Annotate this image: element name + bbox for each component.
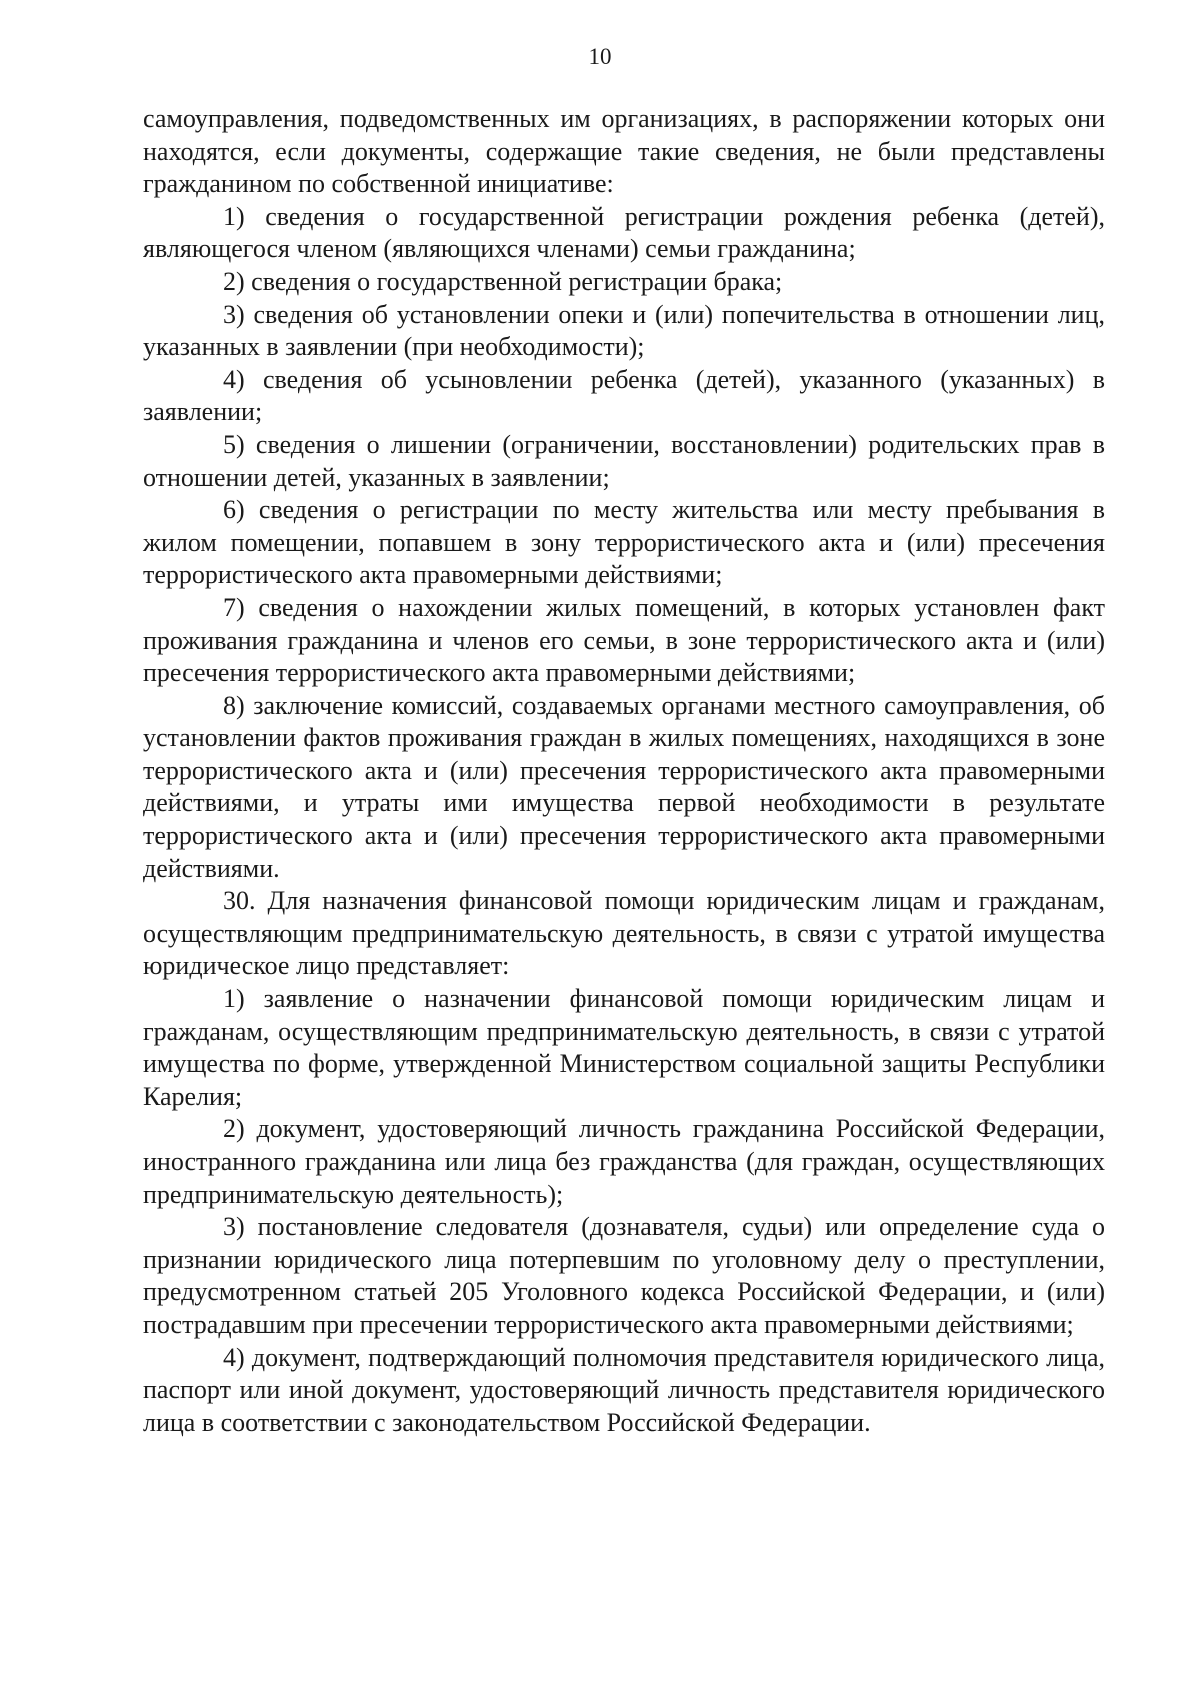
list-item-7: 7) сведения о нахождении жилых помещений, в которых установлен факт проживания гражданина и членов его семьи, в зоне террористического акта и (или) пресечения террористического акта правомерными действиями; — [143, 592, 1105, 688]
section-30-item-4: 4) документ, подтверждающий полномочия представителя юридического лица, паспорт или иной документ, удостоверяющий личность представителя юридического лица в соответствии с законодательством Российской Федерации. — [143, 1342, 1105, 1437]
section-30-paragraph: 30. Для назначения финансовой помощи юридическим лицам и гражданам, осуществляющим предпринимательскую деятельность, в связи с утратой имущества юридическое лицо представляет: — [143, 886, 1105, 981]
section-30-item-1: 1) заявление о назначении финансовой помощи юридическим лицам и гражданам, осуществляющим предпринимательскую деятельность, в связи с утратой имущества по форме, утвержденной Министерством социальной защиты Республики Карелия; — [143, 984, 1105, 1111]
list-item-1: 1) сведения о государственной регистрации рождения ребенка (детей), являющегося членом (являющихся членами) семьи гражданина; — [143, 201, 1105, 264]
section-30-item-2: 2) документ, удостоверяющий личность гражданина Российской Федерации, иностранного гражданина или лица без гражданства (для граждан, осуществляющих предпринимательскую деятельность); — [143, 1114, 1105, 1209]
list-item-6: 6) сведения о регистрации по месту жительства или месту пребывания в жилом помещении, попавшем в зону террористического акта и (или) пресечения террористического акта правомерными действиями; — [143, 495, 1105, 590]
paragraph-continuation: самоуправления, подведомственных им организациях, в распоряжении которых они находятся, если документы, содержащие такие сведения, не были представлены гражданином по собственной инициативе: — [143, 104, 1105, 199]
list-item-5: 5) сведения о лишении (ограничении, восстановлении) родительских прав в отношении детей, указанных в заявлении; — [143, 429, 1105, 492]
list-item-2: 2) сведения о государственной регистрации брака; — [223, 266, 783, 296]
page-number: 10 — [588, 44, 612, 69]
list-item-8: 8) заключение комиссий, создаваемых органами местного самоуправления, об установлении фактов проживания граждан в жилых помещениях, находящихся в зоне террористического акта и (или) пресечения террористического акта правомерными действиями, и утраты ими имущества первой необходимости в результате террористического акта и (или) пресечения террористического акта правомерными действиями. — [143, 690, 1105, 883]
list-item-4: 4) сведения об усыновлении ребенка (детей), указанного (указанных) в заявлении; — [143, 364, 1105, 427]
document-body — [143, 103, 1105, 1439]
list-item-3: 3) сведения об установлении опеки и (или) попечительства в отношении лиц, указанных в заявлении (при необходимости); — [143, 299, 1105, 362]
section-30-item-3: 3) постановление следователя (дознавателя, судьи) или определение суда о признании юридического лица потерпевшим по уголовному делу о преступлении, предусмотренном статьей 205 Уголовного кодекса Российской Федерации, и (или) пострадавшим при пресечении террористического акта правомерными действиями; — [143, 1212, 1105, 1339]
